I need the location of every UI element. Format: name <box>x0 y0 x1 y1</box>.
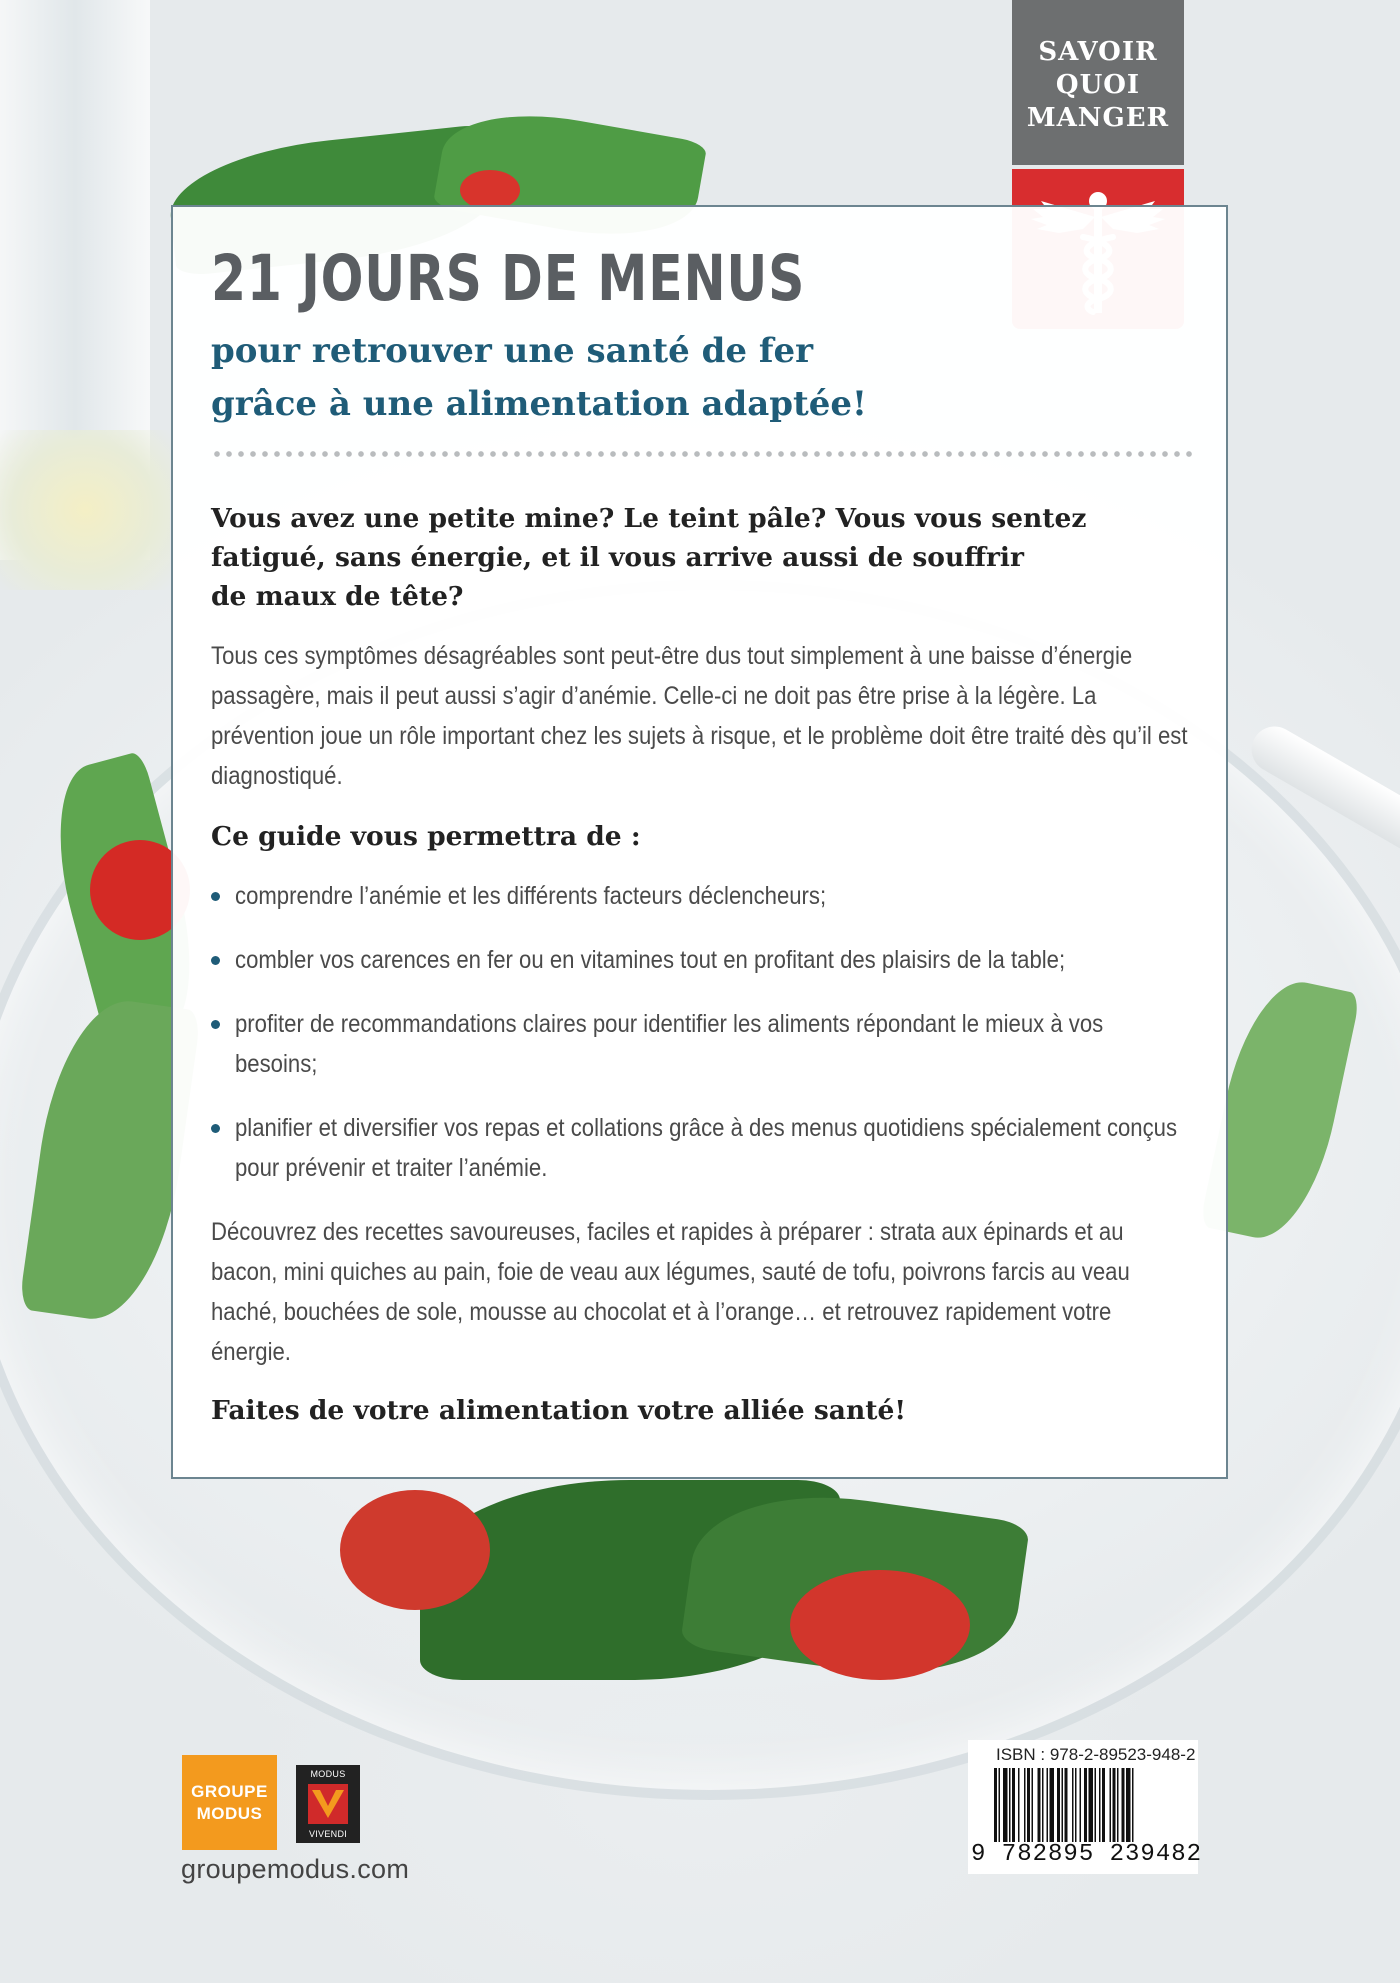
bullet-icon <box>211 1020 220 1029</box>
isbn-label: ISBN : 978-2-89523-948-2 <box>996 1745 1196 1764</box>
modus-vivendi-logo <box>296 1765 360 1843</box>
vivendi-emblem-icon <box>308 1784 348 1824</box>
subtitle <box>211 325 1111 431</box>
bullet-icon <box>211 892 220 901</box>
groupe-modus-logo <box>182 1755 277 1850</box>
recipes-paragraph: Découvrez des recettes savoureuses, faciles et rapides à préparer : strata aux épinards et au bacon, mini quiches au pain, foie de veau aux légumes, sauté de tofu, poivrons farcis au veau haché, bouchées de sole, mousse au chocolat et à l’orange… et retrouvez rapidement votre énergie. <box>211 1218 1130 1366</box>
isbn-barcode-block <box>968 1740 1203 1874</box>
logo-text: GROUPE <box>191 1781 268 1801</box>
logo-text: MODUS <box>310 1769 346 1779</box>
page-title: 21 JOURS DE MENUS <box>211 242 806 315</box>
bullet-icon <box>211 1124 220 1133</box>
guide-heading: Ce guide vous permettra de : <box>211 821 641 852</box>
closing-tagline: Faites de votre alimentation votre alliée santé! <box>211 1395 906 1426</box>
intro-line: de maux de tête? <box>211 581 464 612</box>
isbn-digits: 9 782895 239482 <box>971 1841 1203 1868</box>
tomato-image <box>460 170 520 210</box>
subtitle-line: grâce à une alimentation adaptée! <box>211 384 867 424</box>
list-item-text: profiter de recommandations claires pour identifier les aliments répondant le mieux à vos besoins; <box>235 1010 1104 1078</box>
badge-line: MANGER <box>1026 103 1170 133</box>
description-panel <box>171 205 1228 1479</box>
symptoms-paragraph: Tous ces symptômes désagréables sont peut-être dus tout simplement à une baisse d’énergie passagère, mais il peut aussi s’agir d’anémie. Celle-ci ne doit pas être prise à la légère. La prévention joue un rôle important chez les sujets à risque, et le problème doit être traité dès qu’il est diagnostiqué. <box>211 642 1188 790</box>
intro-line: fatigué, sans énergie, et il vous arrive aussi de souffrir <box>211 542 1024 573</box>
logo-text: MODUS <box>196 1803 263 1823</box>
collection-badge <box>1012 0 1184 165</box>
oil-bottle-image <box>0 430 170 590</box>
list-item <box>211 876 1191 916</box>
publisher-website: groupemodus.com <box>181 1854 410 1884</box>
list-item <box>211 1004 1191 1084</box>
badge-line: QUOI <box>1055 70 1141 100</box>
barcode-icon <box>994 1768 1172 1842</box>
dotted-divider <box>211 450 1196 458</box>
list-item-text: combler vos carences en fer ou en vitamines tout en profitant des plaisirs de la table; <box>235 946 1066 974</box>
subtitle-line: pour retrouver une santé de fer <box>211 331 814 371</box>
badge-line: SAVOIR <box>1038 37 1158 67</box>
list-item-text: comprendre l’anémie et les différents facteurs déclencheurs; <box>235 882 827 910</box>
bullet-icon <box>211 956 220 965</box>
logo-text: VIVENDI <box>308 1829 348 1839</box>
list-item-text: planifier et diversifier vos repas et collations grâce à des menus quotidiens spécialement conçus pour prévenir et traiter l’anémie. <box>235 1114 1178 1182</box>
list-item <box>211 1108 1191 1188</box>
tomato-image <box>790 1570 970 1680</box>
description-content <box>211 499 1191 1430</box>
intro-question <box>211 499 1191 616</box>
tomato-image <box>340 1490 490 1610</box>
list-item <box>211 940 1191 980</box>
intro-line: Vous avez une petite mine? Le teint pâle? Vous vous sentez <box>211 503 1087 534</box>
benefits-list <box>211 876 1191 1188</box>
